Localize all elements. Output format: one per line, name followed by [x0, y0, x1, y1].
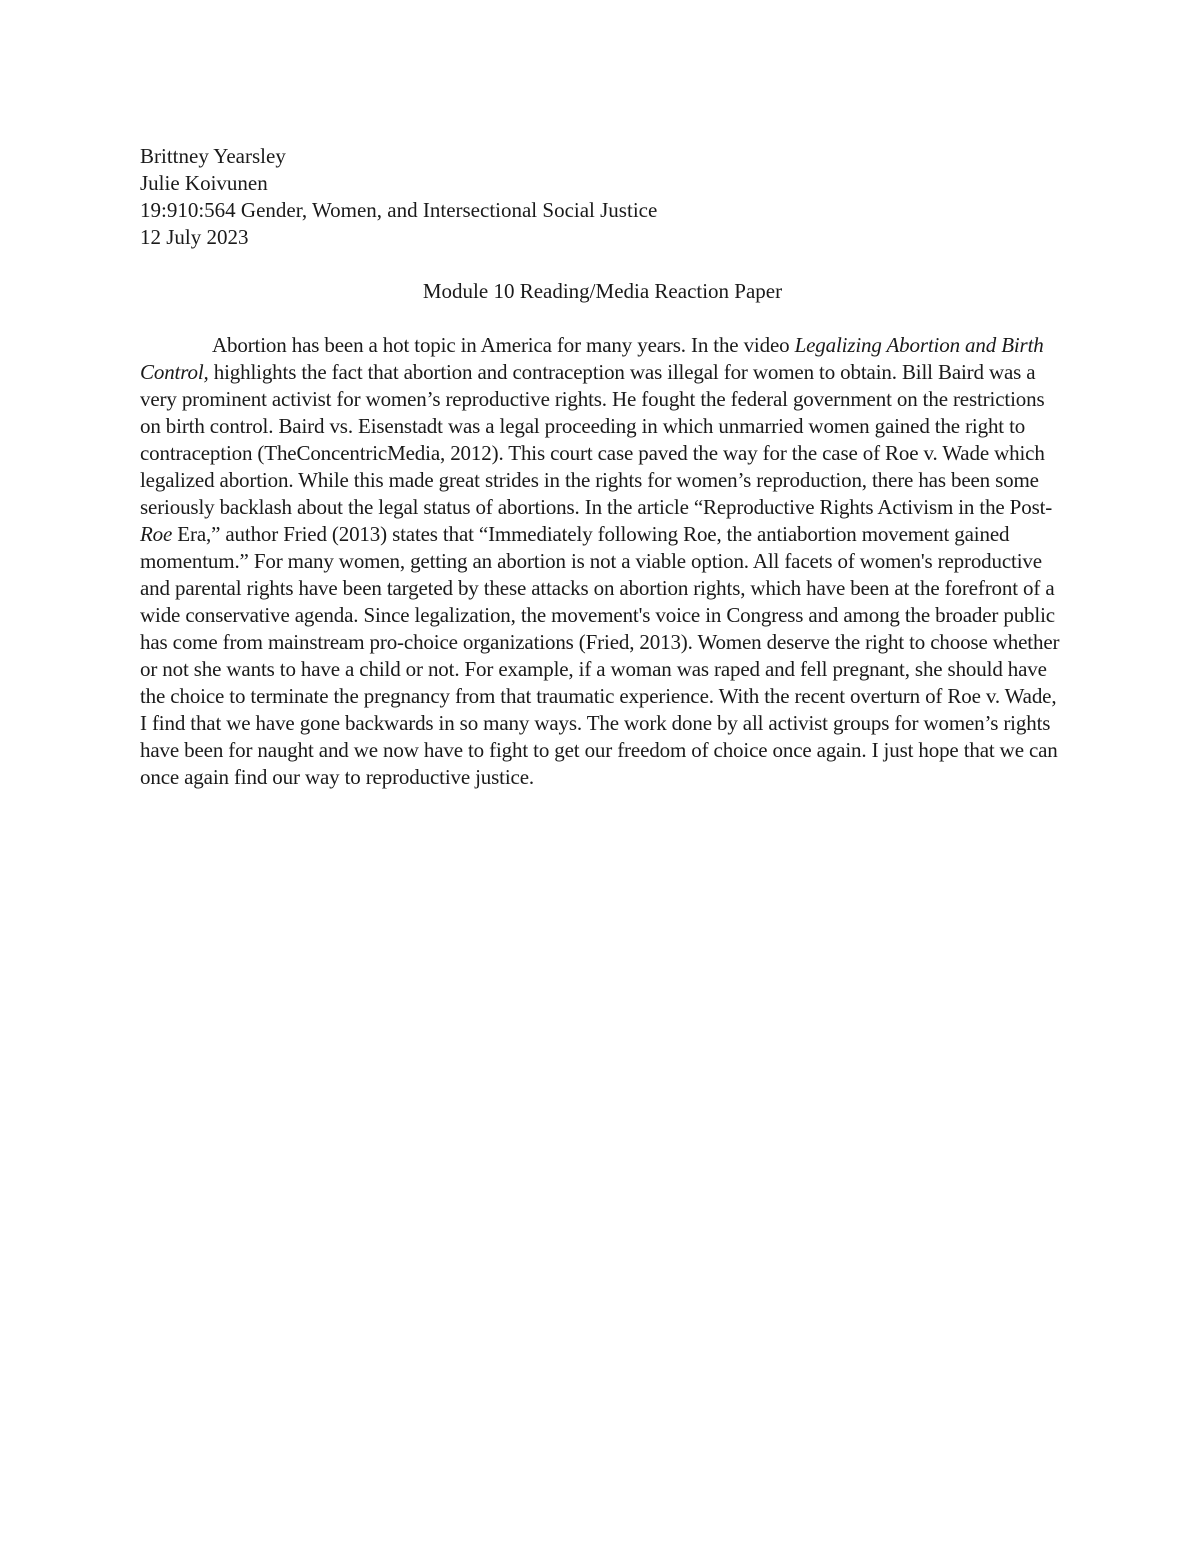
body-paragraph	[140, 332, 1065, 791]
paper-title: Module 10 Reading/Media Reaction Paper	[422, 279, 783, 303]
video-title-italic: Legalizing Abortion and Birth Control,	[140, 333, 1044, 384]
mla-header	[140, 143, 1065, 251]
author-name: Brittney Yearsley	[140, 144, 286, 168]
body-text-segment: Era,” author Fried (2013) states that “Immediately following Roe, the antiabortion movement gained momentum.” For many women, getting an abortion is not a viable option. All facets of women's reproductive and parental rights have been targeted by these attacks on abortion rights, which have been at the forefront of a wide conservative agenda. Since legalization, the movement's voice in Congress and among the broader public has come from mainstream pro-choice organizations (Fried, 2013). Women deserve the right to choose whether or not she wants to have a child or not. For example, if a woman was raped and fell pregnant, she should have the choice to terminate the pregnancy from that traumatic experience. With the recent overturn of Roe v. Wade, I find that we have gone backwards in so many ways. The work done by all activist groups for women’s rights have been for naught and we now have to fight to get our freedom of choice once again. I just hope that we can once again find our way to reproductive justice.	[140, 522, 1060, 789]
instructor-name: Julie Koivunen	[140, 171, 268, 195]
paper-date: 12 July 2023	[140, 225, 249, 249]
course-name: 19:910:564 Gender, Women, and Intersectional Social Justice	[140, 198, 658, 222]
document-content	[140, 143, 1065, 791]
roe-italic: Roe	[140, 522, 173, 546]
body-text-segment: Abortion has been a hot topic in America for many years. In the video	[212, 333, 795, 357]
body-text-segment: highlights the fact that abortion and contraception was illegal for women to obtain. Bill Baird was a very prominent activist for women’s reproductive rights. He fought the federal government on the restrictions on birth control. Baird vs. Eisenstadt was a legal proceeding in which unmarried women gained the right to contraception (TheConcentricMedia, 2012). This court case paved the way for the case of Roe v. Wade which legalized abortion. While this made great strides in the rights for women’s reproduction, there has been some seriously backlash about the legal status of abortions. In the article “Reproductive Rights Activism in the Post-	[140, 360, 1053, 519]
